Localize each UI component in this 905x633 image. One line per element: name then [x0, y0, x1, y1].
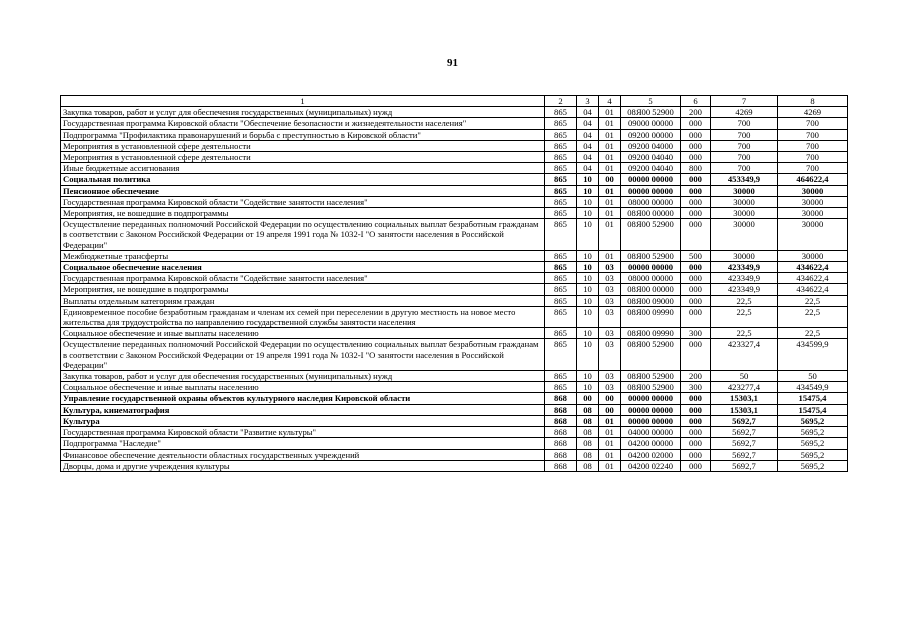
row-target-article-cell: 08Я00 52900 — [621, 339, 681, 371]
row-target-article-cell: 08Я00 52900 — [621, 107, 681, 118]
table-row — [61, 427, 848, 438]
table-row — [61, 449, 848, 460]
row-amount-year1-cell: 5692,7 — [711, 460, 778, 471]
row-subsection-code-cell: 01 — [599, 208, 621, 219]
row-amount-year1-cell: 5692,7 — [711, 438, 778, 449]
row-expense-type-cell: 000 — [681, 415, 711, 426]
row-subsection-code-cell: 01 — [599, 107, 621, 118]
row-name-cell: Выплаты отдельным категориям граждан — [61, 295, 545, 306]
row-amount-year2-cell: 30000 — [778, 208, 848, 219]
row-name-cell: Дворцы, дома и другие учреждения культуры — [61, 460, 545, 471]
row-ministry-code-cell: 865 — [545, 208, 577, 219]
row-subsection-code-cell: 03 — [599, 339, 621, 371]
row-section-code-cell: 04 — [577, 152, 599, 163]
row-amount-year2-cell: 30000 — [778, 196, 848, 207]
row-amount-year2-cell: 50 — [778, 371, 848, 382]
row-amount-year1-cell: 5692,7 — [711, 415, 778, 426]
row-target-article-cell: 08Я00 09990 — [621, 328, 681, 339]
row-name-cell: Подпрограмма "Профилактика правонарушений и борьба с преступностью в Кировской области" — [61, 129, 545, 140]
row-target-article-cell: 09200 04040 — [621, 152, 681, 163]
row-ministry-code-cell: 865 — [545, 262, 577, 273]
row-amount-year2-cell: 22,5 — [778, 328, 848, 339]
row-target-article-cell: 08Я00 09000 — [621, 295, 681, 306]
row-ministry-code-cell: 868 — [545, 460, 577, 471]
row-ministry-code-cell: 865 — [545, 152, 577, 163]
row-amount-year2-cell: 5695,2 — [778, 449, 848, 460]
row-amount-year2-cell: 30000 — [778, 219, 848, 251]
row-amount-year1-cell: 30000 — [711, 250, 778, 261]
row-section-code-cell: 10 — [577, 262, 599, 273]
row-section-code-cell: 04 — [577, 118, 599, 129]
table-row — [61, 196, 848, 207]
row-expense-type-cell: 000 — [681, 129, 711, 140]
row-target-article-cell: 00000 00000 — [621, 415, 681, 426]
row-ministry-code-cell: 865 — [545, 196, 577, 207]
row-expense-type-cell: 000 — [681, 438, 711, 449]
row-ministry-code-cell: 868 — [545, 449, 577, 460]
table-row — [61, 273, 848, 284]
row-subsection-code-cell: 01 — [599, 427, 621, 438]
row-ministry-code-cell: 865 — [545, 163, 577, 174]
row-target-article-cell: 08Я00 52900 — [621, 219, 681, 251]
header-cell: 7 — [711, 96, 778, 107]
row-ministry-code-cell: 865 — [545, 174, 577, 185]
row-amount-year2-cell: 5695,2 — [778, 438, 848, 449]
row-expense-type-cell: 000 — [681, 339, 711, 371]
budget-table — [60, 95, 848, 472]
row-expense-type-cell: 000 — [681, 262, 711, 273]
row-ministry-code-cell: 865 — [545, 328, 577, 339]
table-row — [61, 339, 848, 371]
row-ministry-code-cell: 865 — [545, 107, 577, 118]
row-expense-type-cell: 000 — [681, 460, 711, 471]
header-cell: 4 — [599, 96, 621, 107]
row-target-article-cell: 08Я00 00000 — [621, 208, 681, 219]
table-row — [61, 393, 848, 404]
row-target-article-cell: 09000 00000 — [621, 118, 681, 129]
row-section-code-cell: 04 — [577, 107, 599, 118]
row-ministry-code-cell: 865 — [545, 250, 577, 261]
row-ministry-code-cell: 865 — [545, 306, 577, 327]
row-ministry-code-cell: 868 — [545, 427, 577, 438]
row-amount-year1-cell: 5692,7 — [711, 427, 778, 438]
row-section-code-cell: 10 — [577, 273, 599, 284]
header-cell: 1 — [61, 96, 545, 107]
row-expense-type-cell: 200 — [681, 107, 711, 118]
row-section-code-cell: 10 — [577, 185, 599, 196]
row-expense-type-cell: 000 — [681, 185, 711, 196]
table-row — [61, 140, 848, 151]
row-target-article-cell: 04200 02240 — [621, 460, 681, 471]
row-section-code-cell: 10 — [577, 284, 599, 295]
row-expense-type-cell: 000 — [681, 118, 711, 129]
row-section-code-cell: 10 — [577, 250, 599, 261]
row-section-code-cell: 10 — [577, 174, 599, 185]
row-ministry-code-cell: 865 — [545, 140, 577, 151]
row-subsection-code-cell: 01 — [599, 219, 621, 251]
row-amount-year1-cell: 15303,1 — [711, 404, 778, 415]
row-name-cell: Мероприятия, не вошедшие в подпрограммы — [61, 284, 545, 295]
row-expense-type-cell: 000 — [681, 427, 711, 438]
row-name-cell: Иные бюджетные ассигнования — [61, 163, 545, 174]
row-name-cell: Межбюджетные трансферты — [61, 250, 545, 261]
row-name-cell: Государственная программа Кировской области "Развитие культуры" — [61, 427, 545, 438]
row-ministry-code-cell: 868 — [545, 415, 577, 426]
row-expense-type-cell: 000 — [681, 208, 711, 219]
row-section-code-cell: 04 — [577, 129, 599, 140]
row-target-article-cell: 08000 00000 — [621, 273, 681, 284]
row-section-code-cell: 08 — [577, 427, 599, 438]
table-row — [61, 262, 848, 273]
row-expense-type-cell: 000 — [681, 140, 711, 151]
row-subsection-code-cell: 01 — [599, 185, 621, 196]
table-row — [61, 415, 848, 426]
row-subsection-code-cell: 00 — [599, 174, 621, 185]
table-row — [61, 404, 848, 415]
row-section-code-cell: 08 — [577, 404, 599, 415]
row-ministry-code-cell: 868 — [545, 404, 577, 415]
row-name-cell: Государственная программа Кировской области "Обеспечение безопасности и жизнедеятельности населения" — [61, 118, 545, 129]
table-row — [61, 208, 848, 219]
row-section-code-cell: 10 — [577, 339, 599, 371]
row-amount-year2-cell: 5695,2 — [778, 427, 848, 438]
row-amount-year1-cell: 700 — [711, 118, 778, 129]
row-target-article-cell: 00000 00000 — [621, 262, 681, 273]
row-amount-year1-cell: 4269 — [711, 107, 778, 118]
row-amount-year1-cell: 30000 — [711, 208, 778, 219]
row-target-article-cell: 08Я00 52900 — [621, 250, 681, 261]
row-subsection-code-cell: 01 — [599, 196, 621, 207]
row-amount-year1-cell: 423349,9 — [711, 262, 778, 273]
row-amount-year1-cell: 22,5 — [711, 306, 778, 327]
table-row — [61, 284, 848, 295]
table-row — [61, 306, 848, 327]
row-target-article-cell: 04200 00000 — [621, 438, 681, 449]
row-section-code-cell: 10 — [577, 219, 599, 251]
header-cell: 2 — [545, 96, 577, 107]
row-amount-year2-cell: 700 — [778, 152, 848, 163]
row-name-cell: Социальная политика — [61, 174, 545, 185]
table-row — [61, 107, 848, 118]
row-name-cell: Культура — [61, 415, 545, 426]
table-row — [61, 163, 848, 174]
row-name-cell: Управление государственной охраны объектов культурного наследия Кировской области — [61, 393, 545, 404]
row-section-code-cell: 04 — [577, 163, 599, 174]
row-ministry-code-cell: 865 — [545, 295, 577, 306]
row-amount-year2-cell: 434622,4 — [778, 273, 848, 284]
row-section-code-cell: 10 — [577, 295, 599, 306]
row-name-cell: Закупка товаров, работ и услуг для обеспечения государственных (муниципальных) нужд — [61, 371, 545, 382]
row-subsection-code-cell: 01 — [599, 118, 621, 129]
row-target-article-cell: 09200 04040 — [621, 163, 681, 174]
row-subsection-code-cell: 03 — [599, 371, 621, 382]
row-subsection-code-cell: 01 — [599, 460, 621, 471]
row-amount-year2-cell: 700 — [778, 129, 848, 140]
row-amount-year1-cell: 700 — [711, 163, 778, 174]
row-amount-year1-cell: 22,5 — [711, 328, 778, 339]
row-expense-type-cell: 000 — [681, 306, 711, 327]
table-row — [61, 118, 848, 129]
row-name-cell: Мероприятия в установленной сфере деятельности — [61, 140, 545, 151]
row-section-code-cell: 10 — [577, 196, 599, 207]
row-amount-year1-cell: 30000 — [711, 196, 778, 207]
row-name-cell: Единовременное пособие безработным гражданам и членам их семей при переселении в другую местность на новое место жительства для трудоустройства по направлению государственной службы занятости населения — [61, 306, 545, 327]
row-name-cell: Подпрограмма "Наследие" — [61, 438, 545, 449]
row-target-article-cell: 09200 04000 — [621, 140, 681, 151]
table-row — [61, 219, 848, 251]
row-ministry-code-cell: 865 — [545, 129, 577, 140]
row-subsection-code-cell: 03 — [599, 328, 621, 339]
row-amount-year1-cell: 15303,1 — [711, 393, 778, 404]
row-amount-year1-cell: 700 — [711, 140, 778, 151]
row-amount-year1-cell: 30000 — [711, 185, 778, 196]
row-amount-year2-cell: 700 — [778, 118, 848, 129]
row-subsection-code-cell: 03 — [599, 382, 621, 393]
row-amount-year2-cell: 30000 — [778, 185, 848, 196]
row-name-cell: Мероприятия, не вошедшие в подпрограммы — [61, 208, 545, 219]
row-amount-year2-cell: 4269 — [778, 107, 848, 118]
row-expense-type-cell: 000 — [681, 295, 711, 306]
row-ministry-code-cell: 865 — [545, 284, 577, 295]
row-amount-year2-cell: 15475,4 — [778, 404, 848, 415]
row-expense-type-cell: 000 — [681, 219, 711, 251]
row-subsection-code-cell: 01 — [599, 129, 621, 140]
row-section-code-cell: 04 — [577, 140, 599, 151]
row-target-article-cell: 08000 00000 — [621, 196, 681, 207]
row-section-code-cell: 10 — [577, 382, 599, 393]
row-name-cell: Финансовое обеспечение деятельности областных государственных учреждений — [61, 449, 545, 460]
table-row — [61, 185, 848, 196]
row-expense-type-cell: 300 — [681, 382, 711, 393]
row-expense-type-cell: 000 — [681, 196, 711, 207]
row-target-article-cell: 09200 00000 — [621, 129, 681, 140]
row-section-code-cell: 00 — [577, 393, 599, 404]
row-section-code-cell: 08 — [577, 449, 599, 460]
row-amount-year2-cell: 5695,2 — [778, 415, 848, 426]
row-subsection-code-cell: 01 — [599, 140, 621, 151]
table-row — [61, 438, 848, 449]
row-amount-year2-cell: 434599,9 — [778, 339, 848, 371]
page-number: 91 — [447, 57, 458, 69]
row-expense-type-cell: 200 — [681, 371, 711, 382]
row-subsection-code-cell: 00 — [599, 393, 621, 404]
row-amount-year1-cell: 30000 — [711, 219, 778, 251]
row-name-cell: Социальное обеспечение и иные выплаты населению — [61, 328, 545, 339]
row-amount-year2-cell: 700 — [778, 163, 848, 174]
table-row — [61, 250, 848, 261]
header-cell: 3 — [577, 96, 599, 107]
row-subsection-code-cell: 03 — [599, 295, 621, 306]
row-ministry-code-cell: 865 — [545, 185, 577, 196]
row-subsection-code-cell: 01 — [599, 438, 621, 449]
row-name-cell: Социальное обеспечение населения — [61, 262, 545, 273]
row-amount-year2-cell: 22,5 — [778, 306, 848, 327]
row-subsection-code-cell: 03 — [599, 273, 621, 284]
row-section-code-cell: 10 — [577, 328, 599, 339]
row-expense-type-cell: 000 — [681, 393, 711, 404]
row-ministry-code-cell: 865 — [545, 118, 577, 129]
row-amount-year1-cell: 700 — [711, 129, 778, 140]
row-expense-type-cell: 000 — [681, 449, 711, 460]
row-subsection-code-cell: 01 — [599, 449, 621, 460]
row-target-article-cell: 00000 00000 — [621, 404, 681, 415]
row-amount-year2-cell: 5695,2 — [778, 460, 848, 471]
row-subsection-code-cell: 03 — [599, 262, 621, 273]
row-subsection-code-cell: 01 — [599, 415, 621, 426]
row-section-code-cell: 08 — [577, 460, 599, 471]
row-expense-type-cell: 500 — [681, 250, 711, 261]
table-row — [61, 174, 848, 185]
row-ministry-code-cell: 868 — [545, 438, 577, 449]
row-name-cell: Закупка товаров, работ и услуг для обеспечения государственных (муниципальных) нужд — [61, 107, 545, 118]
table-row — [61, 371, 848, 382]
row-name-cell: Государственная программа Кировской области "Содействие занятости населения" — [61, 273, 545, 284]
table-row — [61, 295, 848, 306]
row-target-article-cell: 00000 00000 — [621, 185, 681, 196]
row-target-article-cell: 08Я00 00000 — [621, 284, 681, 295]
row-target-article-cell: 08Я00 09990 — [621, 306, 681, 327]
row-amount-year1-cell: 423327,4 — [711, 339, 778, 371]
row-expense-type-cell: 300 — [681, 328, 711, 339]
row-amount-year1-cell: 50 — [711, 371, 778, 382]
row-subsection-code-cell: 03 — [599, 284, 621, 295]
row-amount-year1-cell: 22,5 — [711, 295, 778, 306]
row-ministry-code-cell: 865 — [545, 382, 577, 393]
row-target-article-cell: 08Я00 52900 — [621, 382, 681, 393]
row-amount-year1-cell: 423349,9 — [711, 273, 778, 284]
row-section-code-cell: 10 — [577, 371, 599, 382]
row-name-cell: Пенсионное обеспечение — [61, 185, 545, 196]
row-amount-year2-cell: 700 — [778, 140, 848, 151]
row-section-code-cell: 08 — [577, 415, 599, 426]
row-ministry-code-cell: 865 — [545, 273, 577, 284]
row-ministry-code-cell: 865 — [545, 339, 577, 371]
row-amount-year1-cell: 423349,9 — [711, 284, 778, 295]
row-target-article-cell: 04000 00000 — [621, 427, 681, 438]
header-row — [61, 96, 848, 107]
row-ministry-code-cell: 865 — [545, 371, 577, 382]
row-expense-type-cell: 000 — [681, 152, 711, 163]
row-amount-year1-cell: 453349,9 — [711, 174, 778, 185]
row-target-article-cell: 08Я00 52900 — [621, 371, 681, 382]
row-amount-year2-cell: 464622,4 — [778, 174, 848, 185]
row-name-cell: Государственная программа Кировской области "Содействие занятости населения" — [61, 196, 545, 207]
table-body — [61, 107, 848, 472]
row-name-cell: Социальное обеспечение и иные выплаты населению — [61, 382, 545, 393]
row-section-code-cell: 08 — [577, 438, 599, 449]
row-amount-year2-cell: 15475,4 — [778, 393, 848, 404]
row-target-article-cell: 00000 00000 — [621, 393, 681, 404]
row-subsection-code-cell: 01 — [599, 250, 621, 261]
row-amount-year2-cell: 30000 — [778, 250, 848, 261]
row-ministry-code-cell: 868 — [545, 393, 577, 404]
row-subsection-code-cell: 03 — [599, 306, 621, 327]
row-section-code-cell: 10 — [577, 306, 599, 327]
row-name-cell: Культура, кинематография — [61, 404, 545, 415]
row-subsection-code-cell: 01 — [599, 152, 621, 163]
row-amount-year2-cell: 434549,9 — [778, 382, 848, 393]
row-amount-year2-cell: 434622,4 — [778, 284, 848, 295]
row-expense-type-cell: 000 — [681, 273, 711, 284]
row-amount-year1-cell: 700 — [711, 152, 778, 163]
table-row — [61, 382, 848, 393]
header-cell: 5 — [621, 96, 681, 107]
row-expense-type-cell: 800 — [681, 163, 711, 174]
table-row — [61, 328, 848, 339]
row-target-article-cell: 00000 00000 — [621, 174, 681, 185]
row-section-code-cell: 10 — [577, 208, 599, 219]
row-name-cell: Осуществление переданных полномочий Российской Федерации по осуществлению социальных выплат безработным гражданам в соответствии с Законом Российской Федерации от 19 апреля 1991 года № 1032-I "О занятости населения в Российской Федерации" — [61, 339, 545, 371]
row-expense-type-cell: 000 — [681, 174, 711, 185]
row-subsection-code-cell: 01 — [599, 163, 621, 174]
row-expense-type-cell: 000 — [681, 284, 711, 295]
table-row — [61, 129, 848, 140]
header-cell: 8 — [778, 96, 848, 107]
table-row — [61, 152, 848, 163]
row-amount-year2-cell: 22,5 — [778, 295, 848, 306]
row-ministry-code-cell: 865 — [545, 219, 577, 251]
row-expense-type-cell: 000 — [681, 404, 711, 415]
row-amount-year1-cell: 5692,7 — [711, 449, 778, 460]
row-name-cell: Мероприятия в установленной сфере деятельности — [61, 152, 545, 163]
row-amount-year2-cell: 434622,4 — [778, 262, 848, 273]
row-name-cell: Осуществление переданных полномочий Российской Федерации по осуществлению социальных выплат безработным гражданам в соответствии с Законом Российской Федерации от 19 апреля 1991 года № 1032-I "О занятости населения в Российской Федерации" — [61, 219, 545, 251]
table-row — [61, 460, 848, 471]
row-target-article-cell: 04200 02000 — [621, 449, 681, 460]
row-subsection-code-cell: 00 — [599, 404, 621, 415]
row-amount-year1-cell: 423277,4 — [711, 382, 778, 393]
header-cell: 6 — [681, 96, 711, 107]
